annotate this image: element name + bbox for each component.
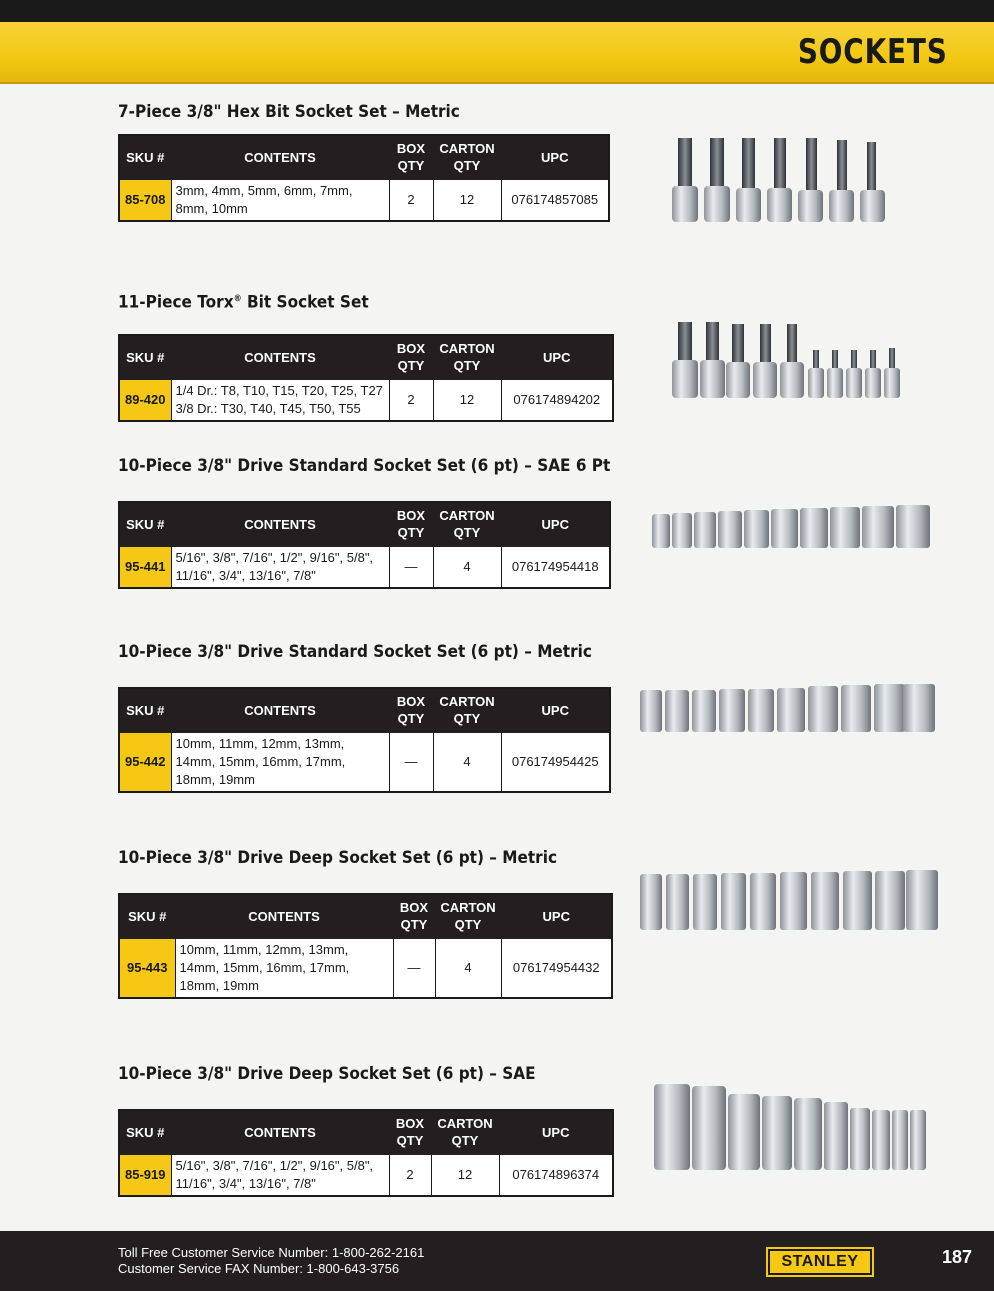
col-upc: UPC bbox=[501, 502, 610, 546]
box-qty-cell: — bbox=[389, 732, 433, 792]
carton-qty-cell: 4 bbox=[433, 546, 501, 588]
col-sku: SKU # bbox=[119, 1110, 171, 1154]
product-spec-table bbox=[118, 1109, 614, 1197]
col-carton-qty: CARTON QTY bbox=[433, 135, 501, 179]
contents-cell: 5/16", 3/8", 7/16", 1/2", 9/16", 5/8", 11/16", 3/4", 13/16", 7/8" bbox=[171, 546, 389, 588]
product-spec-table bbox=[118, 134, 610, 222]
product-spec-table bbox=[118, 334, 614, 422]
table-header-row bbox=[119, 688, 610, 732]
upc-cell: 076174954432 bbox=[501, 938, 612, 998]
col-carton-qty: CARTON QTY bbox=[435, 894, 501, 938]
table-header-row bbox=[119, 335, 613, 379]
fax-number: Customer Service FAX Number: 1-800-643-3756 bbox=[118, 1261, 400, 1276]
carton-qty-cell: 12 bbox=[433, 379, 501, 421]
upc-cell: 076174954418 bbox=[501, 546, 610, 588]
table-header-row bbox=[119, 135, 609, 179]
upc-cell: 076174857085 bbox=[501, 179, 609, 221]
table-row bbox=[119, 938, 612, 998]
sku-cell: 85-919 bbox=[119, 1154, 171, 1196]
col-box-qty: BOX QTY bbox=[393, 894, 435, 938]
product-section-torx bbox=[118, 288, 978, 416]
col-upc: UPC bbox=[499, 1110, 613, 1154]
contents-cell: 5/16", 3/8", 7/16", 1/2", 9/16", 5/8", 11/16", 3/4", 13/16", 7/8" bbox=[171, 1154, 389, 1196]
hex-bit-socket-set-photo bbox=[668, 130, 898, 230]
carton-qty-cell: 4 bbox=[435, 938, 501, 998]
upc-cell: 076174894202 bbox=[501, 379, 613, 421]
product-section-hex-bit bbox=[118, 101, 978, 216]
col-sku: SKU # bbox=[119, 894, 175, 938]
sku-cell: 85-708 bbox=[119, 179, 171, 221]
standard-sae-socket-set-photo bbox=[648, 500, 938, 560]
stanley-logo: STANLEY bbox=[768, 1249, 872, 1275]
table-header-row bbox=[119, 1110, 613, 1154]
box-qty-cell: — bbox=[389, 546, 433, 588]
torx-bit-socket-set-photo bbox=[668, 316, 928, 406]
col-box-qty: BOX QTY bbox=[389, 135, 433, 179]
col-box-qty: BOX QTY bbox=[389, 1110, 431, 1154]
col-contents: CONTENTS bbox=[171, 502, 389, 546]
deep-sae-socket-set-photo bbox=[650, 1078, 942, 1178]
col-sku: SKU # bbox=[119, 335, 171, 379]
toll-free-number: Toll Free Customer Service Number: 1-800-262-2161 bbox=[118, 1245, 425, 1260]
col-sku: SKU # bbox=[119, 688, 171, 732]
box-qty-cell: 2 bbox=[389, 379, 433, 421]
contents-cell: 1/4 Dr.: T8, T10, T15, T20, T25, T27 3/8 Dr.: T30, T40, T45, T50, T55 bbox=[171, 379, 389, 421]
table-row bbox=[119, 1154, 613, 1196]
table-row bbox=[119, 546, 610, 588]
col-upc: UPC bbox=[501, 135, 609, 179]
sku-cell: 95-443 bbox=[119, 938, 175, 998]
carton-qty-cell: 4 bbox=[433, 732, 501, 792]
col-carton-qty: CARTON QTY bbox=[433, 688, 501, 732]
standard-metric-socket-set-photo bbox=[636, 680, 940, 742]
box-qty-cell: — bbox=[393, 938, 435, 998]
product-title: 10-Piece 3/8" Drive Standard Socket Set (6 pt) – SAE 6 Pt bbox=[118, 456, 611, 476]
carton-qty-cell: 12 bbox=[431, 1154, 499, 1196]
product-title: 11-Piece Torx® Bit Socket Set bbox=[118, 292, 369, 313]
product-title: 7-Piece 3/8" Hex Bit Socket Set – Metric bbox=[118, 102, 460, 122]
sku-cell: 89-420 bbox=[119, 379, 171, 421]
col-upc: UPC bbox=[501, 894, 612, 938]
table-row bbox=[119, 732, 610, 792]
col-upc: UPC bbox=[501, 688, 610, 732]
table-row bbox=[119, 179, 609, 221]
product-spec-table bbox=[118, 893, 613, 999]
table-header-row bbox=[119, 502, 610, 546]
contents-cell: 10mm, 11mm, 12mm, 13mm, 14mm, 15mm, 16mm, 17mm, 18mm, 19mm bbox=[171, 732, 389, 792]
contents-cell: 3mm, 4mm, 5mm, 6mm, 7mm, 8mm, 10mm bbox=[171, 179, 389, 221]
category-banner bbox=[0, 22, 994, 84]
table-row bbox=[119, 379, 613, 421]
product-section-standard-sae bbox=[118, 455, 978, 583]
col-contents: CONTENTS bbox=[175, 894, 393, 938]
upc-cell: 076174954425 bbox=[501, 732, 610, 792]
deep-metric-socket-set-photo bbox=[636, 866, 942, 938]
col-upc: UPC bbox=[501, 335, 613, 379]
box-qty-cell: 2 bbox=[389, 1154, 431, 1196]
upc-cell: 076174896374 bbox=[499, 1154, 613, 1196]
col-contents: CONTENTS bbox=[171, 1110, 389, 1154]
contents-cell: 10mm, 11mm, 12mm, 13mm, 14mm, 15mm, 16mm, 17mm, 18mm, 19mm bbox=[175, 938, 393, 998]
page-title: SOCKETS bbox=[798, 32, 948, 72]
col-carton-qty: CARTON QTY bbox=[431, 1110, 499, 1154]
col-sku: SKU # bbox=[119, 502, 171, 546]
top-dark-bar bbox=[0, 0, 994, 22]
table-header-row bbox=[119, 894, 612, 938]
product-title: 10-Piece 3/8" Drive Standard Socket Set (6 pt) – Metric bbox=[118, 642, 592, 662]
col-box-qty: BOX QTY bbox=[389, 688, 433, 732]
product-spec-table bbox=[118, 501, 611, 589]
carton-qty-cell: 12 bbox=[433, 179, 501, 221]
col-box-qty: BOX QTY bbox=[389, 335, 433, 379]
product-title: 10-Piece 3/8" Drive Deep Socket Set (6 pt) – SAE bbox=[118, 1064, 536, 1084]
col-sku: SKU # bbox=[119, 135, 171, 179]
col-contents: CONTENTS bbox=[171, 335, 389, 379]
col-box-qty: BOX QTY bbox=[389, 502, 433, 546]
product-section-standard-metric bbox=[118, 641, 978, 787]
product-title: 10-Piece 3/8" Drive Deep Socket Set (6 pt) – Metric bbox=[118, 848, 558, 868]
col-carton-qty: CARTON QTY bbox=[433, 502, 501, 546]
col-carton-qty: CARTON QTY bbox=[433, 335, 501, 379]
page-number: 187 bbox=[941, 1247, 972, 1267]
sku-cell: 95-442 bbox=[119, 732, 171, 792]
sku-cell: 95-441 bbox=[119, 546, 171, 588]
product-spec-table bbox=[118, 687, 611, 793]
col-contents: CONTENTS bbox=[171, 135, 389, 179]
box-qty-cell: 2 bbox=[389, 179, 433, 221]
page-footer bbox=[0, 1231, 994, 1291]
col-contents: CONTENTS bbox=[171, 688, 389, 732]
